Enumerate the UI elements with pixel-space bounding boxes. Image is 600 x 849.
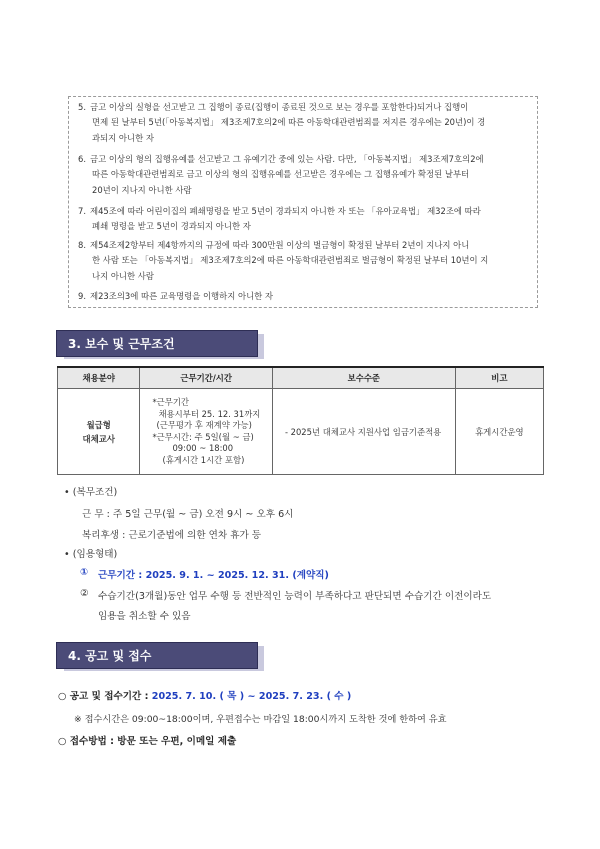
list-item-number: 7. bbox=[78, 206, 86, 216]
list-item bbox=[78, 238, 528, 284]
list-item bbox=[78, 152, 528, 198]
list-item bbox=[78, 289, 528, 304]
cell-period bbox=[140, 389, 272, 475]
list-item-number: 9. bbox=[78, 291, 86, 301]
th-field: 채용분야 bbox=[58, 367, 140, 389]
list-item-line: 제45조에 따라 어린이집의 폐쇄명령을 받고 5년이 경과되지 아니한 자 또는 「유아교육법」 제32조에 따라 bbox=[90, 206, 481, 216]
list-item bbox=[78, 100, 528, 146]
conditions-table bbox=[57, 366, 544, 475]
section3-header bbox=[56, 330, 266, 357]
th-note: 비고 bbox=[455, 367, 543, 389]
notice-period-value: 2025. 7. 10. ( 목 ) ~ 2025. 7. 23. ( 수 ) bbox=[151, 691, 352, 702]
cell-pay: - 2025년 대체교사 지원사업 임금기준적용 bbox=[272, 389, 455, 475]
cell-period-line: (근무평가 후 재계약 가능) bbox=[156, 420, 252, 430]
service-work-line: 근 무 : 주 5일 근무(월 ~ 금) 오전 9시 ~ 오후 6시 bbox=[82, 509, 294, 520]
employ-item-1: 근무기간 : 2025. 9. 1. ~ 2025. 12. 31. (계약직) bbox=[98, 570, 329, 581]
th-period: 근무기간/시간 bbox=[140, 367, 272, 389]
list-item-number: 5. bbox=[78, 102, 86, 112]
list-item-number: 6. bbox=[78, 154, 86, 164]
cell-period-line: 채용시부터 25. 12. 31까지 bbox=[158, 408, 261, 419]
table-header-row bbox=[58, 367, 544, 389]
notice-method: ○ 접수방법 : 방문 또는 우편, 이메일 제출 bbox=[58, 736, 237, 747]
list-item-line: 제23조의3에 따른 교육명령을 이행하지 아니한 자 bbox=[90, 291, 274, 301]
cell-period-line: (휴게시간 1시간 포함) bbox=[162, 454, 245, 465]
list-item-line: 금고 이상의 실형을 선고받고 그 집행이 종료(집행이 종료된 것으로 보는 경우를 포함한다)되거나 집행이 bbox=[90, 102, 469, 112]
section3-title: 3. 보수 및 근무조건 bbox=[68, 337, 175, 351]
list-item-line: 한 사람 또는 「아동복지법」 제3조제7호의2에 따른 아동학대관련범죄로 벌금형이 확정된 날부터 10년이 지 bbox=[92, 255, 489, 266]
list-item-line: 제54조제2항부터 제4항까지의 규정에 따라 300만원 이상의 벌금형이 확정된 날부터 2년이 지나지 아니 bbox=[90, 240, 470, 250]
cell-field-line2: 대체교사 bbox=[82, 433, 115, 444]
list-item bbox=[78, 204, 528, 235]
list-item-line: 면제 된 날부터 5년(「아동복지법」 제3조제7호의2에 따른 아동학대관련범죄를 저지른 경우에는 20년)이 경 bbox=[92, 117, 486, 128]
list-item-line: 금고 이상의 형의 집행유예를 선고받고 그 유예기간 중에 있는 사람. 다만, 「아동복지법」 제3조제7호의2에 bbox=[90, 154, 484, 164]
section4-title: 4. 공고 및 접수 bbox=[68, 649, 152, 663]
cell-field-line1: 월급형 bbox=[86, 419, 111, 430]
notice-time-note: ※ 접수시간은 09:00~18:00이며, 우편접수는 마감일 18:00시까지 도착한 것에 한하여 유효 bbox=[74, 714, 447, 725]
list-item-number: 8. bbox=[78, 240, 86, 250]
cell-field bbox=[58, 389, 140, 475]
cell-note: 휴게시간운영 bbox=[455, 389, 543, 475]
list-item-line: 나지 아니한 사람 bbox=[92, 270, 154, 281]
employ-item-2-line2: 임용을 취소할 수 있음 bbox=[98, 611, 191, 622]
notice-period-label: ○ 공고 및 접수기간 : bbox=[58, 691, 152, 702]
employ-heading: • (임용형태) bbox=[64, 549, 118, 560]
service-welfare-line: 복리후생 : 근로기준법에 의한 연차 휴가 등 bbox=[82, 530, 262, 541]
cell-period-line: *근무기간 bbox=[152, 397, 190, 407]
notice-period bbox=[58, 688, 351, 702]
cell-period-line: *근무시간: 주 5일(월 ~ 금) bbox=[152, 431, 254, 442]
employ-item-1-num: ① bbox=[80, 567, 89, 578]
list-item-line: 과되지 아니한 자 bbox=[92, 132, 154, 143]
cell-period-line: 09:00 ~ 18:00 bbox=[172, 443, 234, 453]
service-heading: • (복무조건) bbox=[64, 487, 118, 498]
section4-header bbox=[56, 642, 266, 669]
employ-item-2-line1: 수습기간(3개월)동안 업무 수행 등 전반적인 능력이 부족하다고 판단되면 수습기간 이전이라도 bbox=[98, 591, 492, 602]
list-item-line: 20년이 지나지 아니한 사람 bbox=[92, 184, 192, 195]
list-item-line: 폐쇄 명령을 받고 5년이 경과되지 아니한 자 bbox=[92, 221, 251, 232]
employ-item-2-num: ② bbox=[80, 588, 89, 599]
th-pay: 보수수준 bbox=[272, 367, 455, 389]
table-row bbox=[58, 389, 544, 475]
list-item-line: 따른 아동학대관련범죄로 금고 이상의 형의 집행유예를 선고받은 경우에는 그 집행유예가 확정된 날부터 bbox=[92, 169, 470, 180]
